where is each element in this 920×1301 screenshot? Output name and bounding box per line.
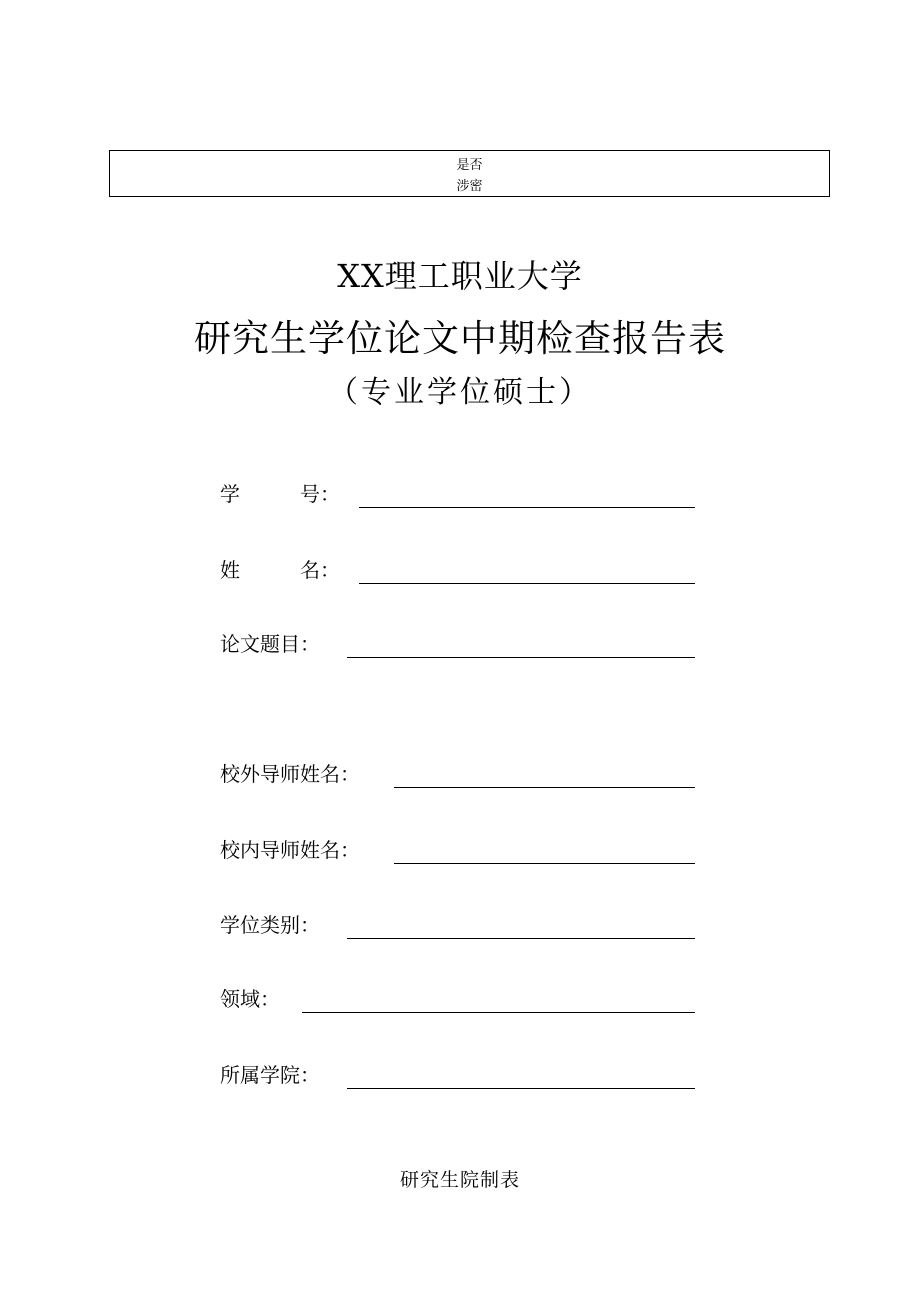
field-external-advisor xyxy=(220,760,695,790)
student-id-input-line[interactable] xyxy=(359,507,695,508)
field-name xyxy=(220,556,695,586)
domain-label: 领域： xyxy=(220,987,280,1011)
field-degree-type xyxy=(220,911,695,941)
external-advisor-label: 校外导师姓名： xyxy=(220,762,360,786)
name-label: 姓 名： xyxy=(220,558,340,582)
field-domain xyxy=(220,985,695,1015)
student-id-label: 学 号： xyxy=(220,482,340,506)
thesis-title-label: 论文题目： xyxy=(220,632,320,656)
thesis-title-input-line[interactable] xyxy=(347,657,695,658)
confidential-label-line1: 是否 xyxy=(456,158,483,173)
confidential-label-line2: 涉密 xyxy=(456,179,483,194)
field-student-id xyxy=(220,480,695,510)
field-thesis-title xyxy=(220,630,695,660)
name-input-line[interactable] xyxy=(359,583,695,584)
university-name: XX理工职业大学 xyxy=(337,257,583,295)
degree-type-input-line[interactable] xyxy=(347,938,695,939)
internal-advisor-label: 校内导师姓名： xyxy=(220,838,360,862)
internal-advisor-input-line[interactable] xyxy=(394,863,695,864)
field-internal-advisor xyxy=(220,836,695,866)
report-title: 研究生学位论文中期检查报告表 xyxy=(194,317,726,360)
report-subtitle: （专业学位硕士） xyxy=(328,375,592,410)
degree-type-label: 学位类别： xyxy=(220,913,320,937)
external-advisor-input-line[interactable] xyxy=(394,787,695,788)
field-college xyxy=(220,1061,695,1091)
domain-input-line[interactable] xyxy=(302,1012,695,1013)
confidential-box xyxy=(109,150,830,197)
issuer-footer: 研究生院制表 xyxy=(399,1169,520,1191)
college-label: 所属学院： xyxy=(220,1063,320,1087)
college-input-line[interactable] xyxy=(347,1088,695,1089)
